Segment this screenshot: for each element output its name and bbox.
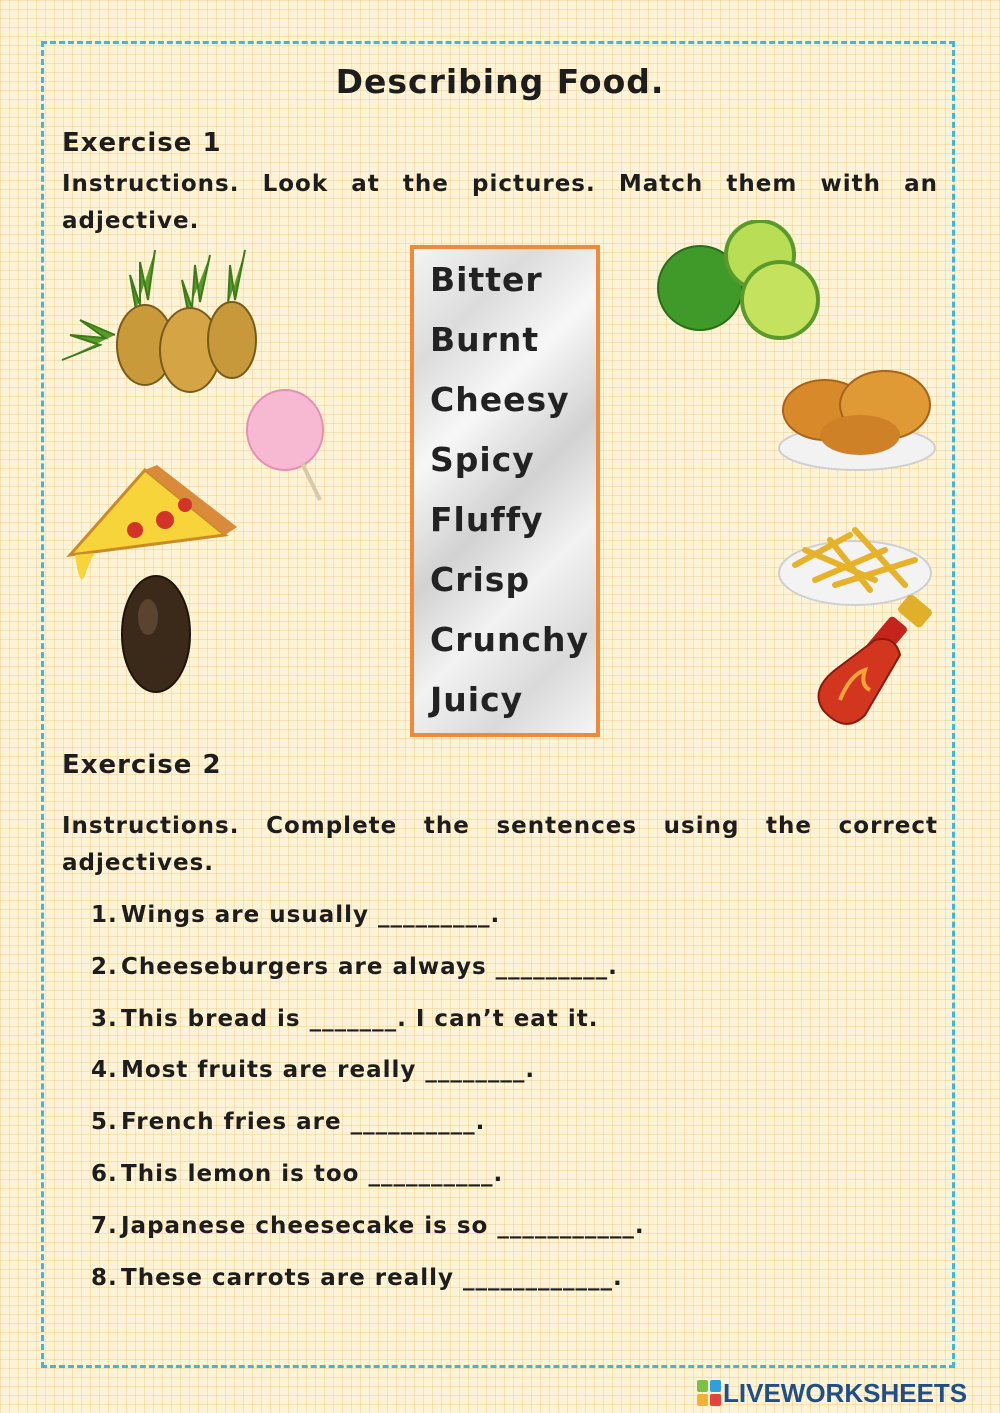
sentence-item (91, 1057, 645, 1109)
liveworksheets-logo-icon (697, 1378, 723, 1408)
sentence-item (91, 954, 645, 1006)
fried-chicken-picture (775, 350, 945, 475)
sentence-number: 3. (91, 1005, 118, 1032)
liveworksheets-logo-text: LIVEWORKSHEETS (723, 1377, 968, 1408)
sentence-text: Wings are usually _________. (121, 902, 501, 928)
sentence-text: Cheeseburgers are always _________. (121, 953, 618, 980)
word-item: Cheesy (430, 380, 570, 419)
sentence-text: This bread is _______. I can’t eat it. (121, 1005, 599, 1032)
sentence-number: 5. (91, 1109, 118, 1136)
sentence-text: Most fruits are really ________. (121, 1057, 536, 1084)
exercise1-instructions: Instructions. Look at the pictures. Match them with an adjective. (62, 171, 938, 234)
sentence-text: This lemon is too __________. (121, 1160, 504, 1187)
limes-picture (652, 220, 822, 345)
adjective-word-box (410, 245, 600, 737)
sentence-item (91, 1006, 645, 1058)
word-item: Burnt (430, 320, 540, 359)
sentence-number: 4. (91, 1057, 118, 1084)
pineapples-picture (60, 240, 260, 395)
sentence-text: These carrots are really ____________. (121, 1264, 623, 1291)
sentence-text: French fries are __________. (121, 1109, 486, 1136)
liveworksheets-logo[interactable] (697, 1377, 967, 1409)
sentence-item (91, 1109, 645, 1161)
sentence-text: Japanese cheesecake is so ___________. (121, 1212, 645, 1239)
sentence-item (91, 1161, 645, 1213)
sentence-number: 2. (91, 953, 118, 980)
word-item: Juicy (430, 680, 524, 719)
sentence-item (91, 1265, 645, 1317)
sentence-number: 7. (91, 1212, 118, 1239)
word-item: Fluffy (430, 500, 544, 539)
sentence-list (91, 902, 645, 1316)
sentence-item (91, 902, 645, 954)
sentence-number: 6. (91, 1160, 118, 1187)
exercise2-heading: Exercise 2 (62, 750, 222, 780)
sentence-number: 1. (91, 902, 118, 928)
word-item: Crunchy (430, 620, 590, 659)
page-title: Describing Food. (335, 62, 665, 101)
burnt-potato-picture (118, 572, 198, 697)
cotton-candy-picture (240, 385, 340, 505)
sentence-number: 8. (91, 1264, 118, 1291)
exercise2-instructions: Instructions. Complete the sentences using the correct adjectives. (62, 813, 938, 876)
exercise1-heading: Exercise 1 (62, 128, 222, 158)
word-item: Crisp (430, 560, 531, 599)
sentence-item (91, 1213, 645, 1265)
word-item: Spicy (430, 440, 535, 479)
word-item: Bitter (430, 260, 543, 299)
hot-sauce-picture (805, 595, 945, 745)
